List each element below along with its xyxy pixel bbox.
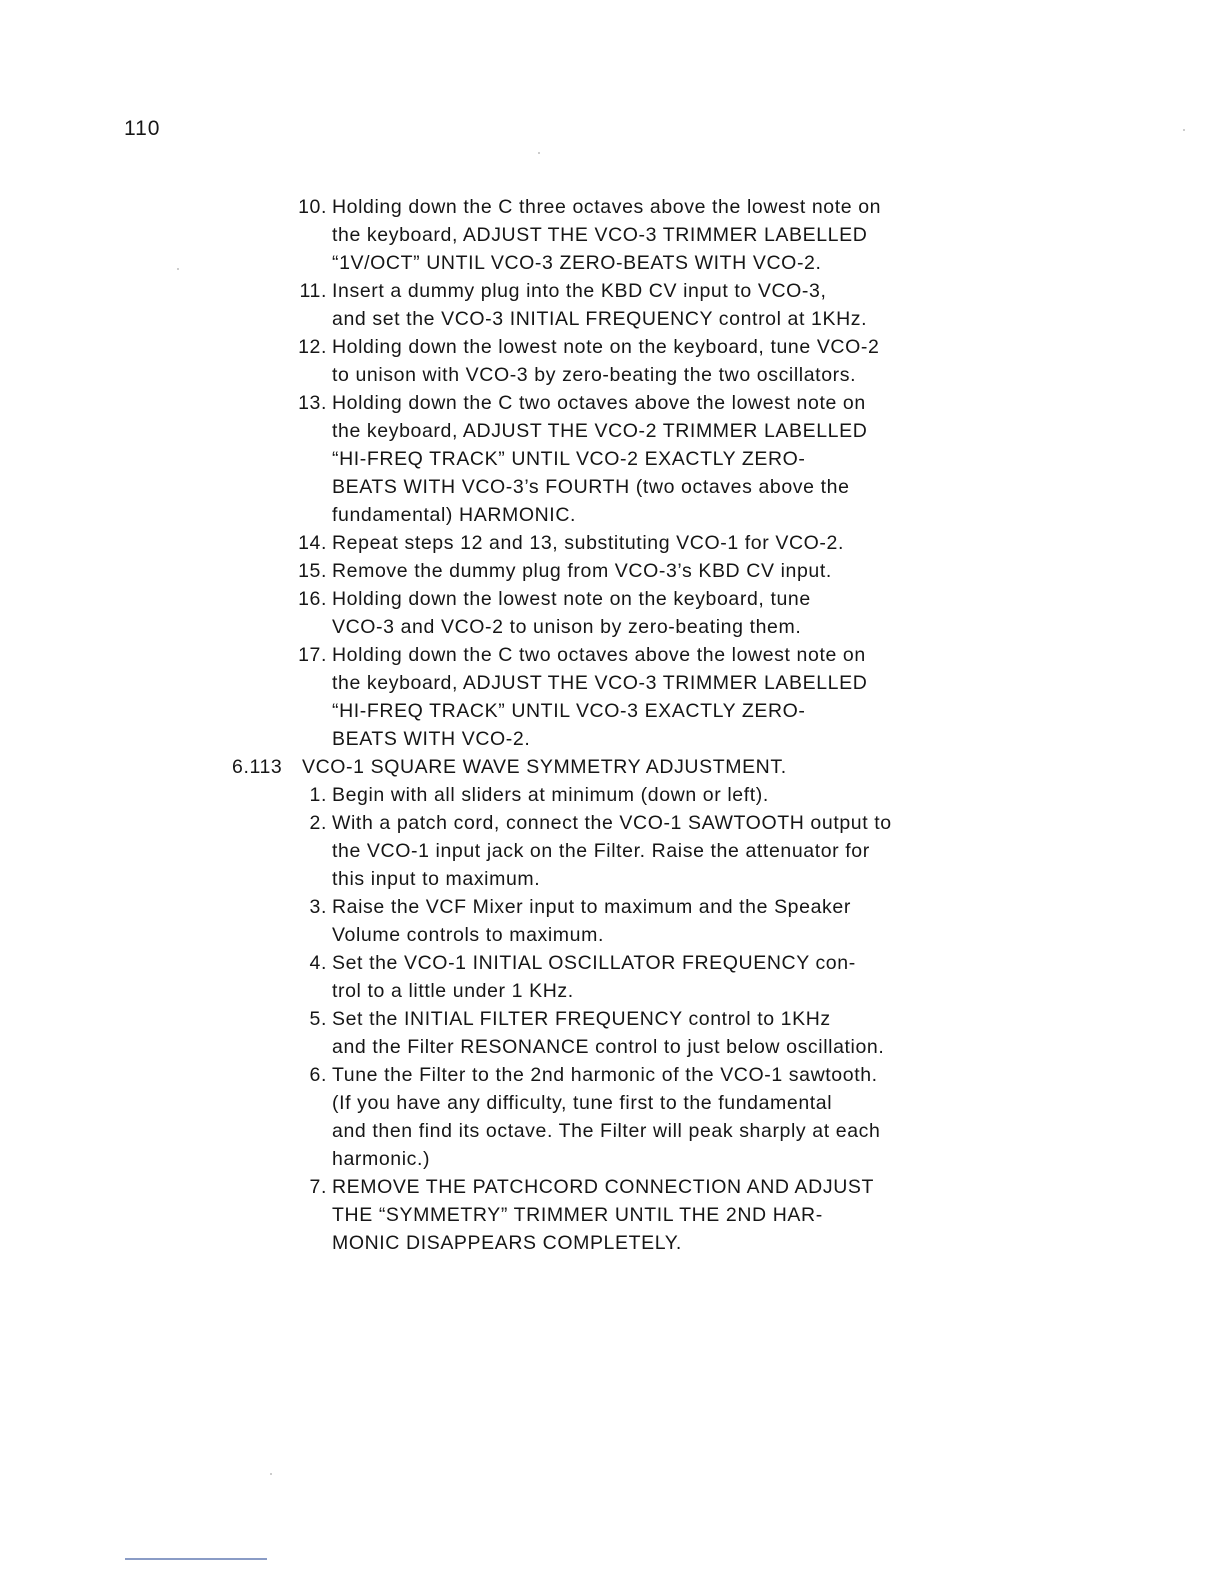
step-text-line: to unison with VCO-3 by zero-beating the two oscillators. [332,364,857,386]
step-number: 7. [309,1176,327,1198]
section-title: VCO-1 SQUARE WAVE SYMMETRY ADJUSTMENT. [302,756,787,778]
step-text-line: MONIC DISAPPEARS COMPLETELY. [332,1232,682,1254]
page-number: 110 [124,117,161,140]
section-number: 6.113 [232,756,283,778]
step-number: 1. [309,784,327,806]
step-text-line: “HI-FREQ TRACK” UNTIL VCO-2 EXACTLY ZERO- [332,448,806,470]
step-text-line: Begin with all sliders at minimum (down or left). [332,784,769,806]
step-text-line: Holding down the C three octaves above the lowest note on [332,196,882,218]
footer-rule [125,1558,267,1560]
step-text-line: Holding down the lowest note on the keyboard, tune VCO-2 [332,336,880,358]
step-text-line: fundamental) HARMONIC. [332,504,577,526]
step-text-line: Remove the dummy plug from VCO-3’s KBD CV input. [332,560,832,582]
step-text-line: (If you have any difficulty, tune first to the fundamental [332,1092,833,1114]
step-number: 12. [298,336,327,358]
step-number: 16. [298,588,327,610]
step-number: 6. [309,1064,327,1086]
step-text-line: THE “SYMMETRY” TRIMMER UNTIL THE 2ND HAR- [332,1204,823,1226]
step-text-line: Holding down the lowest note on the keyboard, tune [332,588,811,610]
step-text-line: the VCO-1 input jack on the Filter. Raise the attenuator for [332,840,870,862]
step-text-line: Set the VCO-1 INITIAL OSCILLATOR FREQUENCY con- [332,952,856,974]
step-text-line: Volume controls to maximum. [332,924,604,946]
step-text-line: the keyboard, ADJUST THE VCO-3 TRIMMER LABELLED [332,672,868,694]
step-text-line: “HI-FREQ TRACK” UNTIL VCO-3 EXACTLY ZERO- [332,700,806,722]
step-text-line: BEATS WITH VCO-3’s FOURTH (two octaves above the [332,476,850,498]
step-number: 13. [298,392,327,414]
step-number: 17. [298,644,327,666]
scan-speck [177,268,179,270]
step-text-line: and the Filter RESONANCE control to just below oscillation. [332,1036,885,1058]
step-text-line: With a patch cord, connect the VCO-1 SAWTOOTH output to [332,812,892,834]
step-text-line: harmonic.) [332,1148,431,1170]
scan-speck [270,1473,272,1475]
step-number: 5. [309,1008,327,1030]
step-text-line: Raise the VCF Mixer input to maximum and the Speaker [332,896,851,918]
step-number: 15. [298,560,327,582]
step-text-line: REMOVE THE PATCHCORD CONNECTION AND ADJUST [332,1176,874,1198]
scan-speck [538,152,540,154]
step-text-line: Holding down the C two octaves above the lowest note on [332,392,866,414]
step-text-line: Tune the Filter to the 2nd harmonic of the VCO-1 sawtooth. [332,1064,878,1086]
step-text-line: and set the VCO-3 INITIAL FREQUENCY control at 1KHz. [332,308,868,330]
step-number: 4. [309,952,327,974]
step-text-line: the keyboard, ADJUST THE VCO-2 TRIMMER LABELLED [332,420,868,442]
step-number: 2. [309,812,327,834]
step-number: 3. [309,896,327,918]
step-text-line: Holding down the C two octaves above the lowest note on [332,644,866,666]
step-text-line: “1V/OCT” UNTIL VCO-3 ZERO-BEATS WITH VCO-2. [332,252,822,274]
step-text-line: and then find its octave. The Filter will peak sharply at each [332,1120,881,1142]
step-text-line: Insert a dummy plug into the KBD CV input to VCO-3, [332,280,827,302]
step-text-line: BEATS WITH VCO-2. [332,728,531,750]
step-text-line: Set the INITIAL FILTER FREQUENCY control to 1KHz [332,1008,831,1030]
step-text-line: this input to maximum. [332,868,541,890]
step-text-line: trol to a little under 1 KHz. [332,980,574,1002]
step-number: 14. [298,532,327,554]
step-text-line: Repeat steps 12 and 13, substituting VCO-1 for VCO-2. [332,532,844,554]
step-number: 10. [298,196,327,218]
step-text-line: VCO-3 and VCO-2 to unison by zero-beating them. [332,616,802,638]
scan-speck [1183,129,1185,131]
step-number: 11. [299,280,327,302]
step-text-line: the keyboard, ADJUST THE VCO-3 TRIMMER LABELLED [332,224,868,246]
